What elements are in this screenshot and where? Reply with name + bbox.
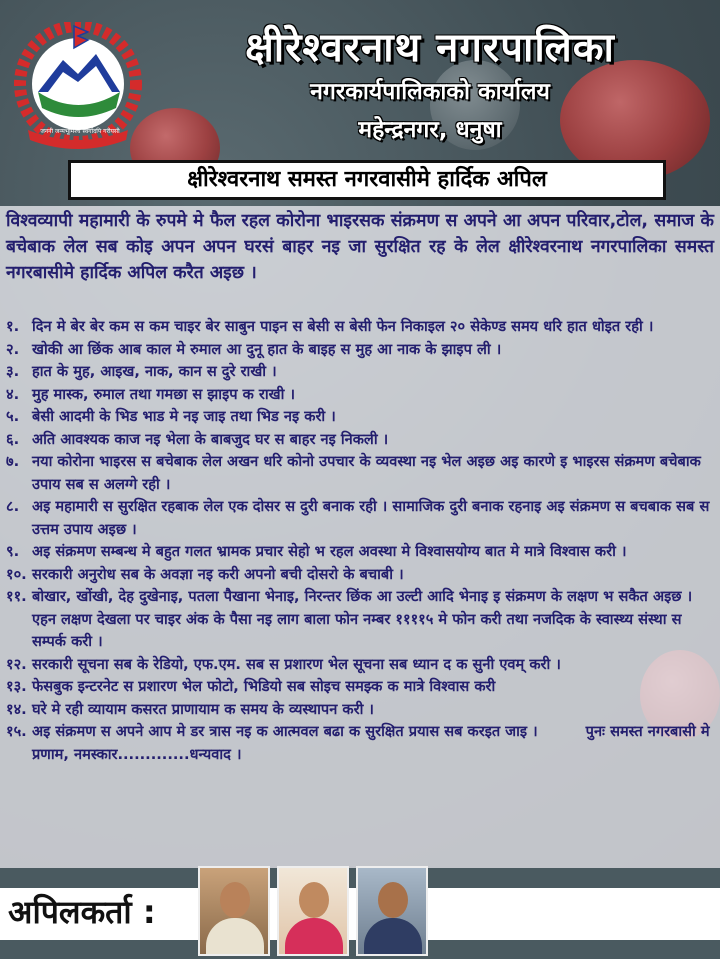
guideline-number: २. xyxy=(6,340,20,358)
guideline-item xyxy=(0,721,720,766)
guidelines-list xyxy=(0,316,720,766)
guideline-text: बोखार, खोंखी, देह दुखेनाइ, पतला पैखाना भेनाइ, निरन्तर छिंक आ उल्टी आदि भेनाइ इ संक्रमण के लक्षण भ सकैत अइछ । एहन लक्षण देखला पर चाइर अंक के पैसा नइ लाग बाला फोन नम्बर ११११५ मे फोन करी तथा नजदिक के स्वास्थ्य संस्था स सम्पर्क करी । xyxy=(32,588,693,650)
guideline-item xyxy=(0,564,720,587)
location-subtitle: महेन्द्रनगर, धनुषा xyxy=(358,117,502,143)
guideline-number: ४. xyxy=(6,385,20,403)
appellant-photo-3 xyxy=(356,866,428,956)
guideline-text: सरकारी सूचना सब के रेडियो, एफ.एम. सब स प्रशारण भेल सूचना सब ध्यान द क सुनी एवम् करी । xyxy=(32,655,561,673)
guideline-text: सरकारी अनुरोध सब के अवज्ञा नइ करी अपनो बची दोसरो के बचाबी । xyxy=(32,565,404,583)
guideline-number: १३. xyxy=(6,678,27,695)
guideline-item xyxy=(0,451,720,496)
guideline-text: अइ महामारी स सुरक्षित रहबाक लेल एक दोसर स दुरी बनाक रही । सामाजिक दुरी बनाक रहनाइ अइ संक्रमण स बचबाक सब स उत्तम उपाय अइछ । xyxy=(32,498,710,538)
guideline-text: फेसबुक इन्टरनेट स प्रशारण भेल फोटो, भिडियो सब सोइच समझ्क क मात्रे विश्वास करी xyxy=(32,678,496,695)
guideline-text: दिन मे बेर बेर कम स कम चाइर बेर साबुन पाइन स बेसी स बेसी फेन निकाइल २० सेकेण्ड समय धरि हात धोइत रही । xyxy=(32,318,654,335)
guideline-number: १५. xyxy=(6,723,27,740)
appeal-label: अपिलकर्ता : xyxy=(8,893,156,931)
guideline-number: ११. xyxy=(6,588,27,605)
guideline-number: ७. xyxy=(6,453,20,470)
appeal-banner: क्षीरेश्वरनाथ समस्त नगरवासीमे हार्दिक अपिल xyxy=(68,160,666,200)
guideline-number: १. xyxy=(6,318,20,335)
guideline-item xyxy=(0,429,720,452)
guideline-number: ९. xyxy=(6,543,20,560)
guideline-item xyxy=(0,654,720,677)
intro-paragraph: विश्वव्यापी महामारी के रुपमे मे फैल रहल कोरोना भाइरसक संक्रमण स अपने आ अपन परिवार,टोल, समाज के बचेबाक लेल सब कोइ अपन अपन घरसं बाहर नइ जा सुरक्षित रह के लेल क्षीरेश्वरनाथ नगरपालिका समस्त नगरबासीमे हार्दिक अपिल करैत अइछ । xyxy=(6,211,714,283)
guideline-item xyxy=(0,384,720,407)
guideline-item xyxy=(0,406,720,429)
closing-greeting: पुनः समस्त नगरबासी मे प्रणाम, नमस्कार.............धन्यवाद । xyxy=(32,723,710,763)
appellant-photo-1 xyxy=(198,866,270,956)
guideline-text: अइ संक्रमण स अपने आप मे डर त्रास नइ क आत्मवल बढा क सुरक्षित प्रयास सब करइत जाइ । xyxy=(32,723,538,740)
guideline-text: खोकी आ छिंक आब काल मे रुमाल आ दुनू हात के बाइह स मुह आ नाक के झाइप ली । xyxy=(32,340,502,358)
guideline-number: १२. xyxy=(6,655,27,673)
emblem-motto: जननी जन्मभूमिश्च स्वर्गादपि गरीयसी xyxy=(40,128,120,135)
guideline-item xyxy=(0,586,720,654)
guideline-item xyxy=(0,361,720,384)
guideline-number: ८. xyxy=(6,498,20,515)
guideline-text: अति आवश्यक काज नइ भेला के बाबजुद घर स बाहर नइ निकली । xyxy=(32,430,389,448)
guideline-text: नया कोरोना भाइरस स बचेबाक लेल अखन धरि कोनो उपचार के व्यवस्था नइ भेल अइछ अइ कारणे इ भाइरस संक्रमण बचेबाक उपाय सब स अलग्गे रही । xyxy=(32,453,701,493)
appellant-photo-2 xyxy=(277,866,349,956)
guideline-item xyxy=(0,541,720,564)
municipality-title: क्षीरेश्वरनाथ नगरपालिका xyxy=(245,25,615,71)
guideline-text: हात के मुह, आइख, नाक, कान स दुरे राखी । xyxy=(32,363,277,380)
guideline-number: १०. xyxy=(6,565,27,583)
guideline-text: अइ संक्रमण सम्बन्ध मे बहुत गलत भ्रामक प्रचार सेहो भ रहल अवस्था मे विश्वासयोग्य बात मे मात्रे विश्वास करी । xyxy=(32,543,627,560)
guideline-item xyxy=(0,496,720,541)
guideline-item xyxy=(0,339,720,362)
guideline-text: मुह मास्क, रुमाल तथा गमछा स झाइप क राखी । xyxy=(32,385,295,403)
guideline-number: १४. xyxy=(6,700,27,718)
guideline-number: ६. xyxy=(6,430,20,448)
header xyxy=(0,0,720,160)
guideline-item xyxy=(0,316,720,339)
guideline-item xyxy=(0,699,720,722)
guideline-text: घरे मे रही व्यायाम कसरत प्राणायाम क समय के व्यस्थापन करी । xyxy=(32,700,374,718)
guideline-number: ३. xyxy=(6,363,20,380)
guideline-number: ५. xyxy=(6,408,20,425)
office-subtitle: नगरकार्यपालिकाको कार्यालय xyxy=(310,79,550,105)
guideline-item xyxy=(0,676,720,699)
guideline-text: बेसी आदमी के भिड भाड मे नइ जाइ तथा भिड नइ करी । xyxy=(32,408,336,425)
